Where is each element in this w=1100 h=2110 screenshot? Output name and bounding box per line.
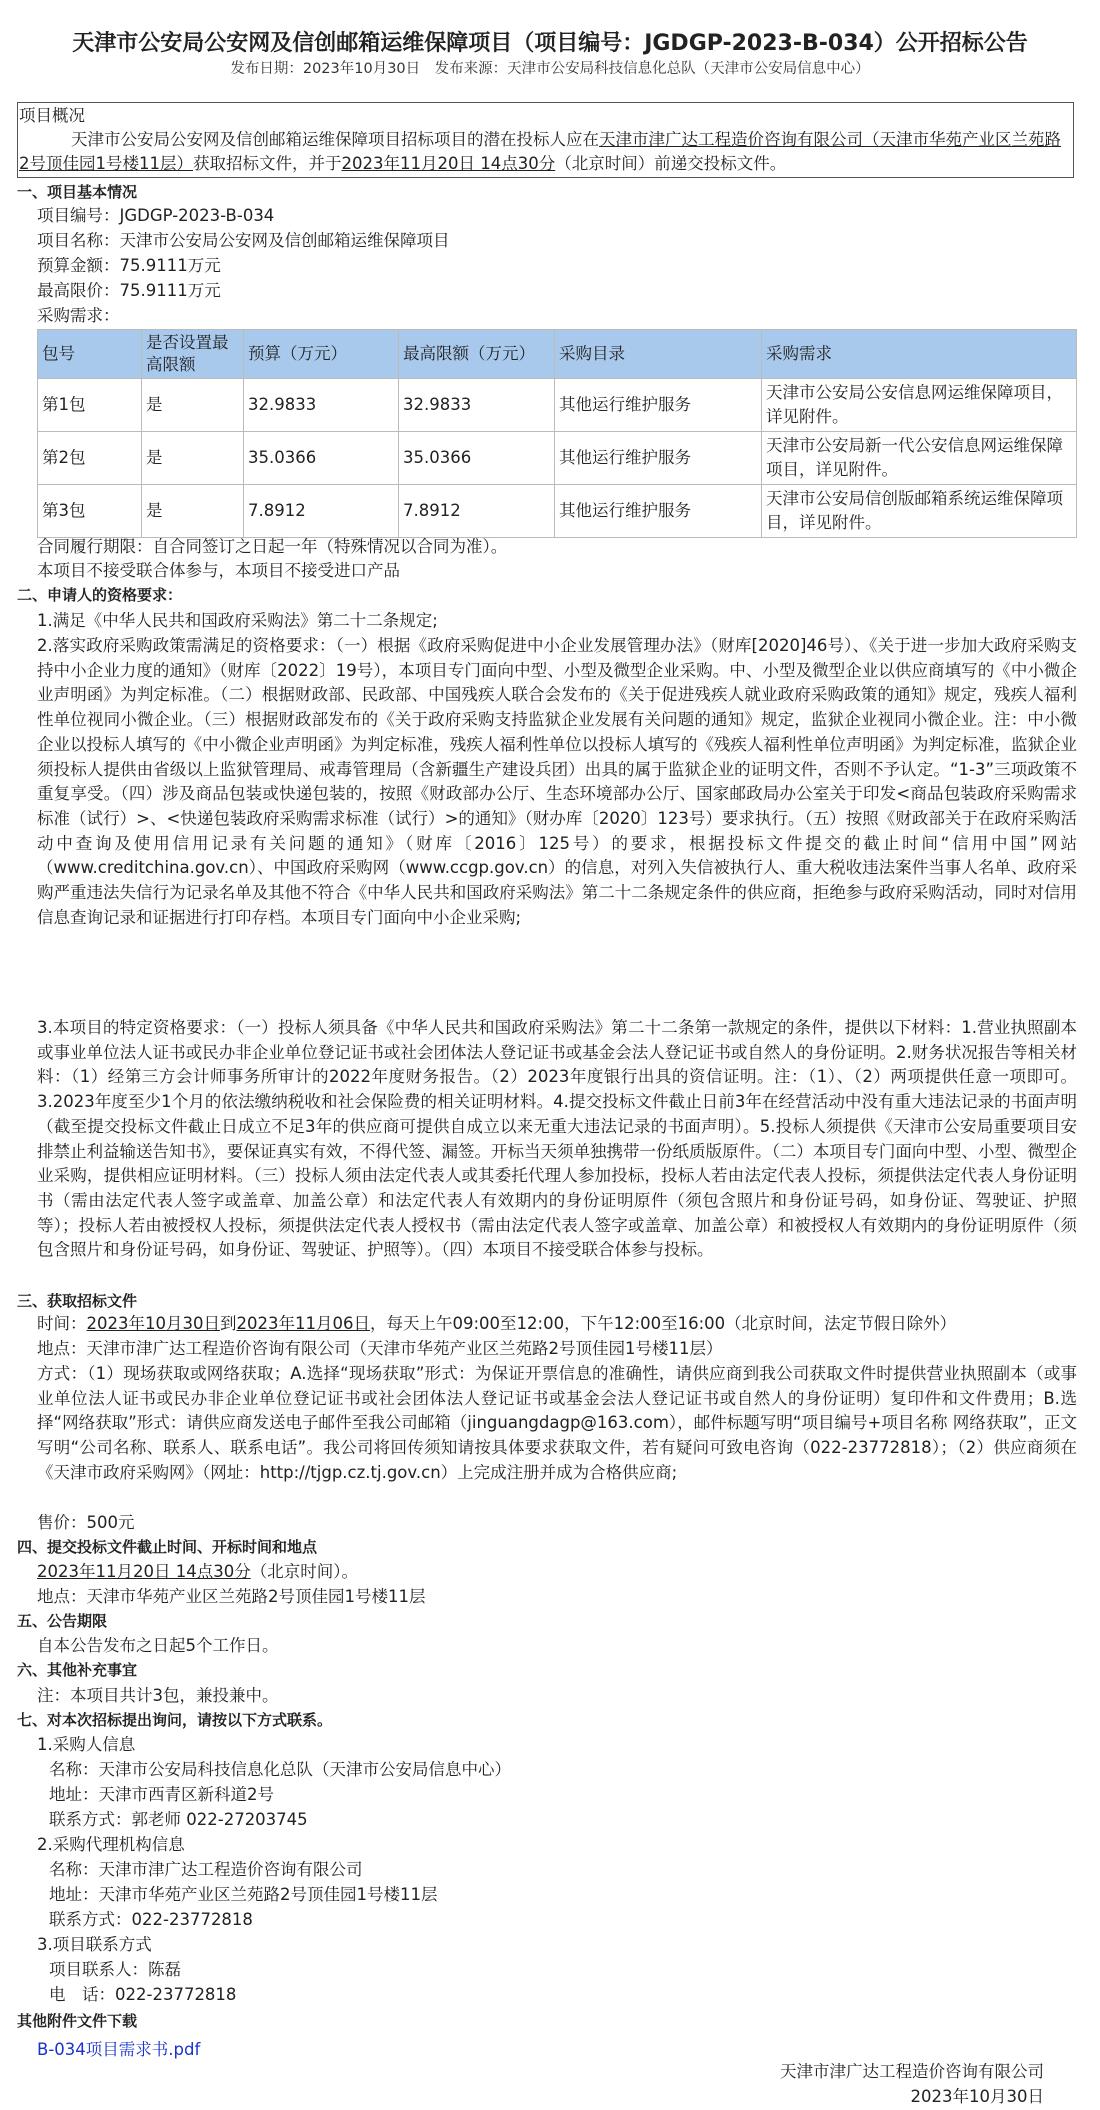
table-cell: 32.9833	[244, 379, 399, 432]
table-row	[38, 432, 1077, 485]
agency-name: 名称：天津市津广达工程造价咨询有限公司	[49, 1860, 363, 1879]
acquire-time	[37, 1312, 956, 1336]
section1-heading: 一、项目基本情况	[17, 183, 138, 201]
table-header: 采购需求	[762, 330, 1077, 379]
buyer-contact: 联系方式：郭老师 022-27203745	[49, 1810, 308, 1829]
page-title: 天津市公安局公安网及信创邮箱运维保障项目（项目编号：JGDGP-2023-B-034）公开招标公告	[72, 31, 1028, 56]
max-price: 最高限价：75.9111万元	[37, 281, 221, 300]
table-cell: 35.0366	[399, 432, 555, 485]
demand-label: 采购需求：	[37, 306, 120, 325]
table-cell: 天津市公安局公安信息网运维保障项目，详见附件。	[762, 379, 1077, 432]
table-header: 预算（万元）	[244, 330, 399, 379]
acquire-time-detail: ，每天上午09:00至12:00，下午12:00至16:00（北京时间，法定节假日除外）	[369, 1314, 957, 1333]
table-cell: 第1包	[38, 379, 142, 432]
signature-date: 2023年10月30日	[910, 2087, 1044, 2106]
table-cell: 第2包	[38, 432, 142, 485]
table-cell: 第3包	[38, 485, 142, 538]
qualification-item-3: 3.本项目的特定资格要求：（一）投标人须具备《中华人民共和国政府采购法》第二十二条第一款规定的条件，提供以下材料：1.营业执照副本或事业单位法人证书或民办非企业单位登记证书或社会团体法人登记证书或基金会法人登记证书或自然人的身份证明。2.财务状况报告等相关材料：（1）经第三方会计师事务所审计的2022年度财务报告。（2）2023年度银行出具的资信证明。注：（1）、（2）两项提供任意一项即可。3.2023年度至少1个月的依法缴纳税收和社会保险费的相关证明材料。4.提交投标文件截止日前3年在经营活动中没有重大违法记录的书面声明（截至提交投标文件截止日成立不足3年的供应商可提供自成立以来无重大违法记录的书面声明）。5.投标人须提供《天津市公安局重要项目安排禁止利益输送告知书》，要保证真实有效，不得代签、漏签。开标当天须单独携带一份纸质版原件。（二）本项目专门面向中型、小型、微型企业采购，提供相应证明材料。（三）投标人须由法定代表人或其委托代理人参加投标，投标人若由法定代表人投标，须提供法定代表人身份证明书（需由法定代表人签字或盖章、加盖公章）和法定代表人有效期内的身份证明原件（须包含照片和身份证号码，如身份证、驾驶证、护照等）；投标人若由被授权人投标，须提供法定代表人授权书（需由法定代表人签字或盖章、加盖公章）和被授权人有效期内的身份证明原件（须包含照片和身份证号码，如身份证、驾驶证、护照等）。（四）本项目不接受联合体参与投标。	[37, 1018, 1077, 1260]
table-header: 采购目录	[555, 330, 762, 379]
attachment-link[interactable]: B-034项目需求书.pdf	[37, 2040, 201, 2059]
table-row	[38, 485, 1077, 538]
lots-table	[37, 329, 1077, 538]
section2-heading: 二、申请人的资格要求：	[17, 586, 183, 604]
table-cell: 32.9833	[399, 379, 555, 432]
publish-meta: 发布日期：2023年10月30日 发布来源：天津市公安局科技信息化总队（天津市公安局信息中心）	[230, 61, 870, 77]
overview-text	[19, 128, 1069, 176]
buyer-name: 名称：天津市公安局科技信息化总队（天津市公安局信息中心）	[49, 1760, 511, 1779]
contract-period: 合同履行期限：自合同签订之日起一年（特殊情况以合同为准）。	[37, 537, 508, 556]
section7-heading: 七、对本次招标提出询问，请按以下方式联系。	[17, 1711, 333, 1729]
table-cell: 7.8912	[244, 485, 399, 538]
table-cell: 35.0366	[244, 432, 399, 485]
overview-text-mid: 获取招标文件，并于	[193, 154, 342, 173]
table-header: 最高限额（万元）	[399, 330, 555, 379]
qualification-item-2: 2.落实政府采购政策需满足的资格要求：（一）根据《政府采购促进中小企业发展管理办法》（财库[2020]46号）、《关于进一步加大政府采购支持中小企业力度的通知》（财库〔2022〕19号），本项目专门面向中型、小型及微型企业采购。中、小型及微型企业以供应商填写的《中小微企业声明函》为判定标准。（二）根据财政部、民政部、中国残疾人联合会发布的《关于促进残疾人就业政府采购政策的通知》规定，残疾人福利性单位视同小微企业。（三）根据财政部发布的《关于政府采购支持监狱企业发展有关问题的通知》规定，监狱企业视同小微企业。注：中小微企业以投标人填写的《中小微企业声明函》为判定标准，残疾人福利性单位以投标人填写的《残疾人福利性单位声明函》为判定标准，监狱企业须投标人提供由省级以上监狱管理局、戒毒管理局（含新疆生产建设兵团）出具的属于监狱企业的证明文件，否则不予认定。“1-3”三项政策不重复享受。（四）涉及商品包装或快递包装的，按照《财政部办公厅、生态环境部办公厅、国家邮政局办公室关于印发<商品包装政府采购需求标准（试行）>、<快递包装政府采购需求标准（试行）>的通知》（财办库〔2020〕123号）要求执行。（五）按照《财政部关于在政府采购活动中查询及使用信用记录有关问题的通知》（财库〔2016〕125号）的要求，根据投标文件提交的截止时间“信用中国”网站（www.creditchina.gov.cn）、中国政府采购网（www.ccgp.gov.cn）的信息，对列入失信被执行人、重大税收违法案件当事人名单、政府采购严重违法失信行为记录名单及其他不符合《中华人民共和国政府采购法》第二十二条规定条件的供应商，拒绝参与政府采购活动，同时对信用信息查询记录和证据进行打印存档。本项目专门面向中小企业采购;	[37, 636, 1077, 927]
bid-location: 地点：天津市华苑产业区兰苑路2号顶佳园1号楼11层	[37, 1587, 426, 1606]
bid-deadline-time: 2023年11月20日 14点30分	[37, 1562, 251, 1581]
acquire-time-start: 2023年10月30日	[86, 1314, 220, 1333]
table-cell: 天津市公安局新一代公安信息网运维保障项目，详见附件。	[762, 432, 1077, 485]
qualification-item-1: 1.满足《中华人民共和国政府采购法》第二十二条规定;	[37, 611, 438, 630]
buyer-address: 地址：天津市西青区新科道2号	[49, 1785, 274, 1804]
project-number: 项目编号：JGDGP-2023-B-034	[37, 206, 275, 225]
acquire-method: 方式：（1）现场获取或网络获取；A.选择“现场获取”形式：为保证开票信息的准确性，请供应商到我公司获取文件时提供营业执照副本（或事业单位法人证书或民办非企业单位登记证书或社会团体法人登记证书或基金会法人登记证书或自然人的身份证明）复印件和文件费用；B.选择“网络获取”形式：请供应商发送电子邮件至我公司邮箱（jinguangdagp@163.com），邮件标题写明“项目编号+项目名称 网络获取”，正文写明“公司名称、联系人、联系电话”。我公司将回传须知请按具体要求获取文件，若有疑问可致电咨询（022-23772818）；（2）供应商须在《天津市政府采购网》（网址：http://tjgp.cz.tj.gov.cn）上完成注册并成为合格供应商;	[37, 1364, 1077, 1482]
overview-agency: 天津市津广达工程造价咨询有限公司（天津市华苑产业区兰苑路2号顶佳园1号楼11层）	[19, 130, 1061, 173]
section5-heading: 五、公告期限	[17, 1612, 108, 1630]
overview-text-start: 天津市公安局公安网及信创邮箱运维保障项目招标项目的潜在投标人应在	[71, 130, 599, 149]
supplementary-note: 注：本项目共计3包，兼投兼中。	[37, 1686, 279, 1705]
acquire-time-label: 时间：	[37, 1314, 87, 1333]
acquire-location: 地点：天津市津广达工程造价咨询有限公司（天津市华苑产业区兰苑路2号顶佳园1号楼11层）	[37, 1339, 723, 1358]
overview-text-end: （北京时间）前递交投标文件。	[555, 154, 787, 173]
table-cell: 是	[142, 485, 244, 538]
project-name: 项目名称：天津市公安局公安网及信创邮箱运维保障项目	[37, 231, 450, 250]
overview-label: 项目概况	[19, 106, 85, 125]
table-cell: 其他运行维护服务	[555, 432, 762, 485]
table-row	[38, 379, 1077, 432]
table-cell: 7.8912	[399, 485, 555, 538]
overview-deadline: 2023年11月20日 14点30分	[341, 154, 556, 173]
buyer-info-label: 1.采购人信息	[37, 1735, 136, 1754]
document-price: 售价：500元	[37, 1513, 135, 1532]
table-cell: 天津市公安局信创版邮箱系统运维保障项目，详见附件。	[762, 485, 1077, 538]
bid-deadline	[37, 1560, 358, 1584]
section6-heading: 六、其他补充事宜	[17, 1661, 138, 1679]
table-cell: 是	[142, 379, 244, 432]
project-contact-label: 3.项目联系方式	[37, 1935, 152, 1954]
agency-contact: 联系方式：022-23772818	[49, 1910, 253, 1929]
acquire-time-end: 2023年11月06日	[236, 1314, 370, 1333]
table-cell: 其他运行维护服务	[555, 379, 762, 432]
no-consortium-note: 本项目不接受联合体参与，本项目不接受进口产品	[37, 561, 400, 580]
attachments-heading: 其他附件文件下载	[17, 2012, 138, 2030]
agency-info-label: 2.采购代理机构信息	[37, 1835, 185, 1854]
table-cell: 其他运行维护服务	[555, 485, 762, 538]
acquire-time-to: 到	[219, 1314, 237, 1333]
project-contact-phone: 电 话：022-23772818	[49, 1985, 237, 2004]
table-header: 包号	[38, 330, 142, 379]
notice-period: 自本公告发布之日起5个工作日。	[37, 1636, 279, 1655]
bid-deadline-suffix: （北京时间）。	[250, 1562, 358, 1581]
section3-heading: 三、获取招标文件	[17, 1292, 138, 1310]
agency-address: 地址：天津市华苑产业区兰苑路2号顶佳园1号楼11层	[49, 1885, 438, 1904]
budget-amount: 预算金额：75.9111万元	[37, 256, 221, 275]
project-contact-person: 项目联系人：陈磊	[49, 1960, 181, 1979]
section4-heading: 四、提交投标文件截止时间、开标时间和地点	[17, 1538, 318, 1556]
table-header-row	[38, 330, 1077, 379]
table-header: 是否设置最高限额	[142, 330, 244, 379]
signature-org: 天津市津广达工程造价咨询有限公司	[780, 2062, 1044, 2081]
table-cell: 是	[142, 432, 244, 485]
